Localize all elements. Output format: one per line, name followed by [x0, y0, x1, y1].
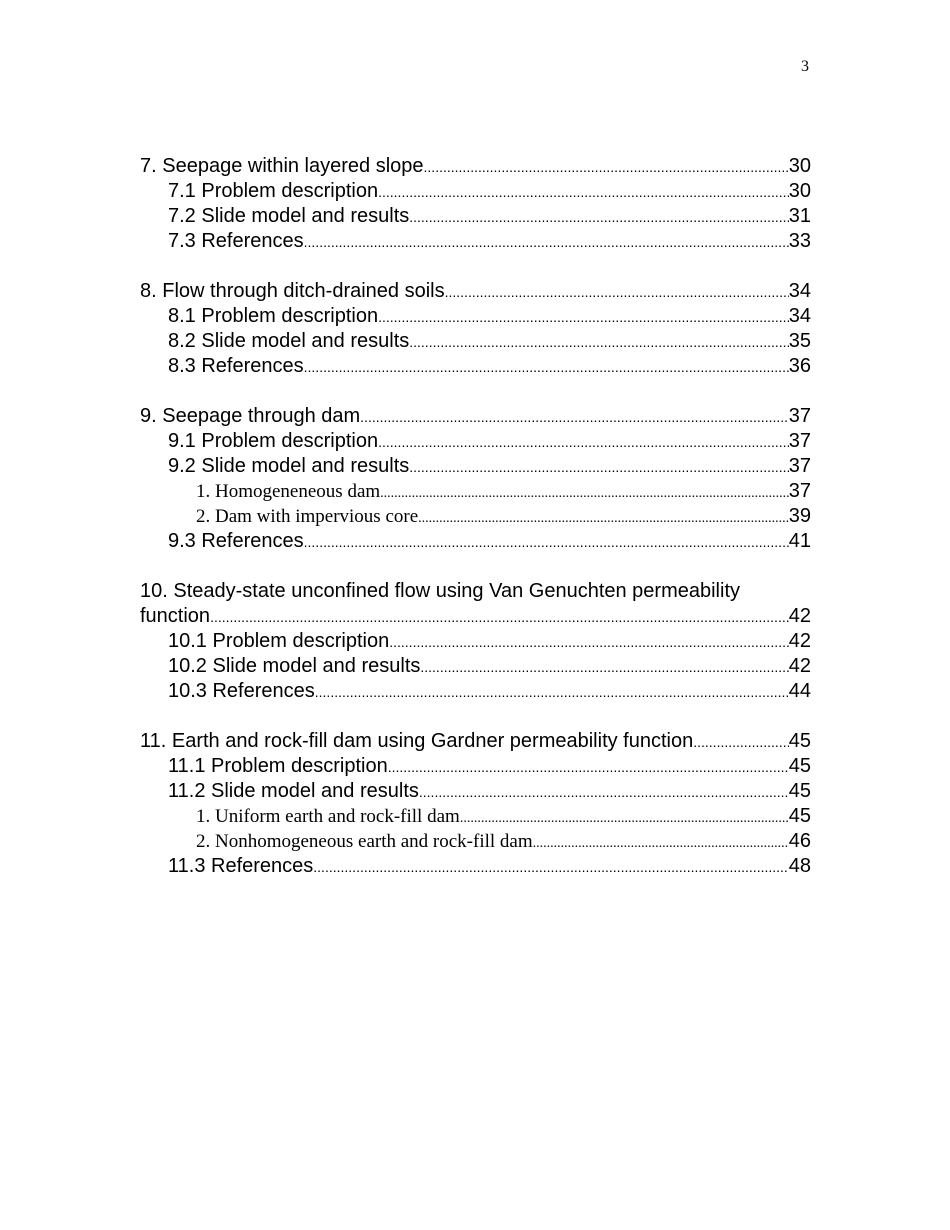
toc-entry-page: 37 [788, 480, 811, 502]
toc-section-8 [140, 279, 811, 379]
toc-entry-title: 11. Earth and rock-fill dam using Gardner permeability function [140, 730, 694, 752]
toc-entry-page: 30 [788, 155, 811, 177]
dot-leader [409, 455, 789, 480]
toc-entry-page: 37 [788, 455, 811, 477]
dot-leader [693, 730, 789, 755]
toc-entry-title: 11.1 Problem description [168, 755, 388, 777]
dot-leader [424, 155, 789, 180]
toc-entry-page: 37 [788, 430, 811, 452]
toc-entry-11-2-2[interactable] [140, 829, 811, 854]
toc-entry-title: 7.3 References [168, 230, 304, 252]
toc-entry-11-2[interactable] [140, 779, 811, 804]
toc-entry-page: 35 [788, 330, 811, 352]
dot-leader [419, 780, 789, 805]
toc-entry-page: 46 [788, 830, 811, 852]
dot-leader [388, 755, 789, 780]
toc-entry-title: 2. Nonhomogeneous earth and rock-fill dam [196, 831, 533, 852]
toc-entry-10-2[interactable] [140, 654, 811, 679]
toc-entry-page: 42 [788, 605, 811, 627]
toc-section-9 [140, 404, 811, 554]
toc-entry-page: 45 [788, 755, 811, 777]
toc-entry-page: 34 [788, 305, 811, 327]
toc-entry-page: 33 [788, 230, 811, 252]
dot-leader [313, 855, 788, 880]
toc-entry-page: 34 [788, 280, 811, 302]
dot-leader [420, 655, 788, 680]
toc-entry-7-3[interactable] [140, 229, 811, 254]
toc-entry-9-1[interactable] [140, 429, 811, 454]
toc-entry-page: 44 [788, 680, 811, 702]
dot-leader [380, 481, 789, 506]
dot-leader [460, 806, 789, 831]
toc-entry-title: 8.3 References [168, 355, 304, 377]
toc-entry-title: function [140, 605, 211, 627]
toc-entry-10-1[interactable] [140, 629, 811, 654]
toc-entry-page: 45 [788, 730, 811, 752]
toc-section-10 [140, 579, 811, 704]
dot-leader [389, 630, 789, 655]
toc-entry-title: 8.2 Slide model and results [168, 330, 410, 352]
toc-entry-8[interactable] [140, 279, 811, 304]
toc-entry-10-title-line1[interactable]: 10. Steady-state unconfined flow using Van Genuchten permeability [140, 580, 740, 602]
toc-entry-11-3[interactable] [140, 854, 811, 879]
toc-entry-10[interactable] [140, 604, 811, 629]
toc-entry-9-2[interactable] [140, 454, 811, 479]
dot-leader [445, 280, 789, 305]
toc-entry-9[interactable] [140, 404, 811, 429]
dot-leader [533, 831, 789, 856]
toc-entry-page: 37 [788, 405, 811, 427]
toc-entry-title: 9. Seepage through dam [140, 405, 361, 427]
toc-section-7 [140, 154, 811, 254]
dot-leader [418, 506, 789, 531]
toc-entry-title: 9.2 Slide model and results [168, 455, 410, 477]
toc-entry-page: 45 [788, 780, 811, 802]
toc-entry-11-2-1[interactable] [140, 804, 811, 829]
toc-entry-title: 1. Uniform earth and rock-fill dam [196, 806, 460, 827]
dot-leader [315, 680, 789, 705]
toc-entry-page: 36 [788, 355, 811, 377]
toc-entry-title: 8. Flow through ditch-drained soils [140, 280, 445, 302]
toc-entry-page: 45 [788, 805, 811, 827]
toc-entry-11[interactable] [140, 729, 811, 754]
dot-leader [378, 305, 789, 330]
table-of-contents [140, 154, 811, 904]
toc-entry-7[interactable] [140, 154, 811, 179]
toc-entry-page: 42 [788, 630, 811, 652]
toc-entry-9-3[interactable] [140, 529, 811, 554]
toc-entry-8-1[interactable] [140, 304, 811, 329]
toc-entry-title: 11.2 Slide model and results [168, 780, 419, 802]
toc-entry-page: 39 [788, 505, 811, 527]
toc-entry-title: 10.1 Problem description [168, 630, 390, 652]
toc-entry-10-3[interactable] [140, 679, 811, 704]
dot-leader [378, 430, 789, 455]
page-number: 3 [801, 58, 809, 75]
toc-entry-page: 42 [788, 655, 811, 677]
dot-leader [304, 530, 789, 555]
toc-entry-9-2-2[interactable] [140, 504, 811, 529]
dot-leader [304, 355, 789, 380]
dot-leader [304, 230, 789, 255]
toc-entry-8-3[interactable] [140, 354, 811, 379]
toc-entry-title: 9.1 Problem description [168, 430, 379, 452]
dot-leader [360, 405, 789, 430]
toc-entry-page: 41 [788, 530, 811, 552]
toc-entry-page: 30 [788, 180, 811, 202]
toc-entry-title: 7.1 Problem description [168, 180, 379, 202]
toc-entry-title: 10.3 References [168, 680, 315, 702]
toc-entry-title: 8.1 Problem description [168, 305, 379, 327]
dot-leader [409, 330, 789, 355]
toc-entry-title: 10.2 Slide model and results [168, 655, 421, 677]
toc-entry-9-2-1[interactable] [140, 479, 811, 504]
toc-entry-title: 7. Seepage within layered slope [140, 155, 424, 177]
toc-entry-title: 1. Homogeneneous dam [196, 481, 381, 502]
toc-entry-title: 11.3 References [168, 855, 314, 877]
toc-entry-8-2[interactable] [140, 329, 811, 354]
dot-leader [409, 205, 789, 230]
toc-entry-page: 31 [788, 205, 811, 227]
toc-entry-7-2[interactable] [140, 204, 811, 229]
toc-entry-title: 2. Dam with impervious core [196, 506, 419, 527]
toc-entry-page: 48 [788, 855, 811, 877]
toc-entry-11-1[interactable] [140, 754, 811, 779]
dot-leader [210, 605, 789, 630]
toc-section-11 [140, 729, 811, 879]
toc-entry-7-1[interactable] [140, 179, 811, 204]
toc-entry-title: 9.3 References [168, 530, 304, 552]
dot-leader [378, 180, 789, 205]
toc-entry-title: 7.2 Slide model and results [168, 205, 410, 227]
